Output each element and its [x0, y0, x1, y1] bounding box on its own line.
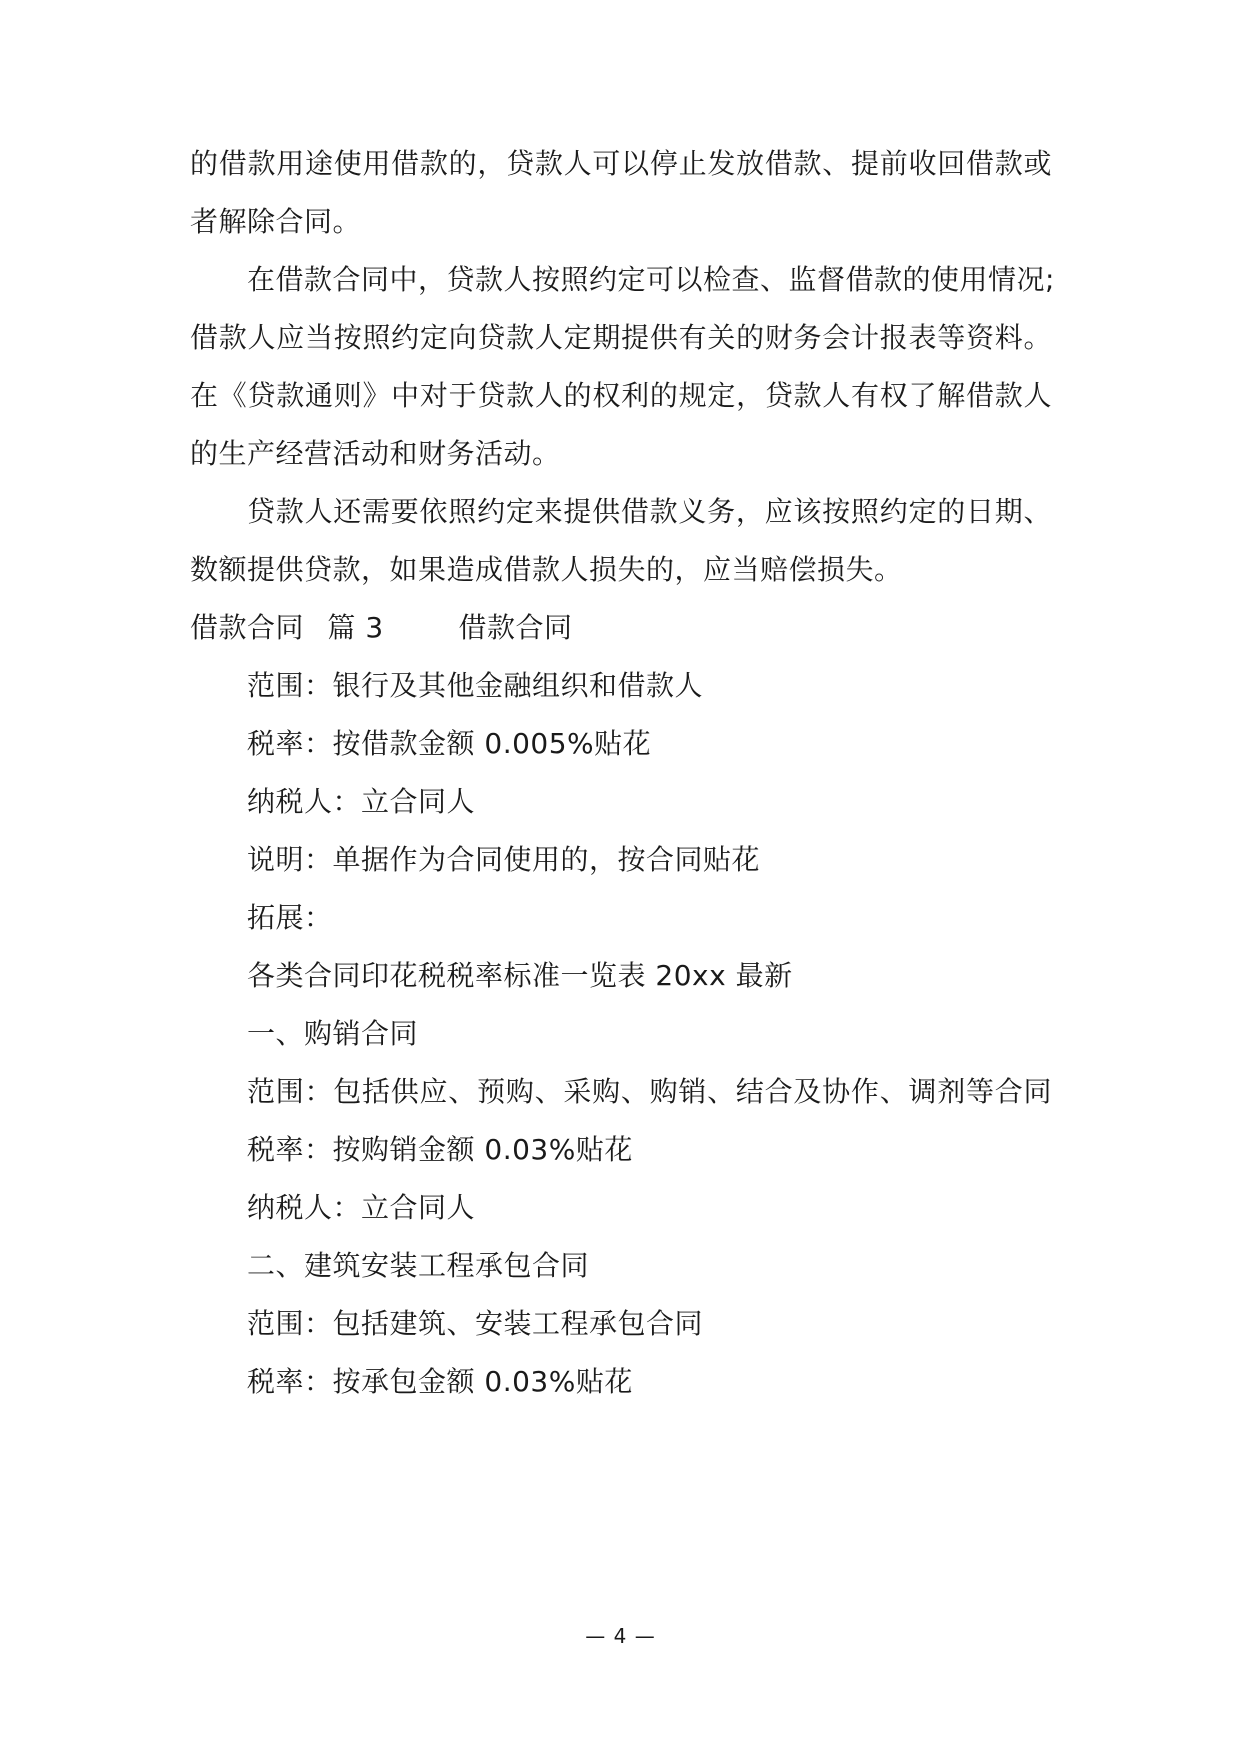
- paragraph-line: 贷款人还需要依照约定来提供借款义务，应该按照约定的日期、: [247, 495, 1052, 528]
- section-subtitle: 借款合同: [458, 611, 573, 644]
- item-line: 范围：包括供应、预购、采购、购销、结合及协作、调剂等合同: [247, 1075, 1052, 1108]
- item-line: 纳税人：立合同人: [247, 785, 476, 818]
- item-line: 各类合同印花税税率标准一览表 20xx 最新: [247, 959, 793, 992]
- paragraph-line: 在《贷款通则》中对于贷款人的权利的规定，贷款人有权了解借款人: [190, 379, 1052, 412]
- section-part: 篇 3: [327, 611, 384, 644]
- item-line: 税率：按购销金额 0.03%贴花: [247, 1133, 633, 1166]
- section-heading: [190, 608, 572, 648]
- item-line: 范围：银行及其他金融组织和借款人: [247, 669, 704, 702]
- item-line: 说明：单据作为合同使用的，按合同贴花: [247, 843, 761, 876]
- item-line: 范围：包括建筑、安装工程承包合同: [247, 1307, 704, 1340]
- item-line: 二、建筑安装工程承包合同: [247, 1249, 590, 1282]
- section-title: 借款合同: [190, 611, 305, 644]
- paragraph-line: 数额提供贷款，如果造成借款人损失的，应当赔偿损失。: [190, 553, 903, 586]
- paragraph-line: 者解除合同。: [190, 205, 362, 238]
- paragraph-line: 的生产经营活动和财务活动。: [190, 437, 561, 470]
- paragraph-line: 的借款用途使用借款的，贷款人可以停止发放借款、提前收回借款或: [190, 147, 1052, 180]
- paragraph-line: 在借款合同中，贷款人按照约定可以检查、监督借款的使用情况;: [247, 263, 1055, 296]
- paragraph-line: 借款人应当按照约定向贷款人定期提供有关的财务会计报表等资料。: [190, 321, 1052, 354]
- page-number: — 4 —: [585, 1624, 656, 1648]
- item-line: 一、购销合同: [247, 1017, 419, 1050]
- item-line: 纳税人：立合同人: [247, 1191, 476, 1224]
- item-line: 税率：按借款金额 0.005%贴花: [247, 727, 652, 760]
- item-line: 拓展：: [247, 901, 333, 934]
- item-line: 税率：按承包金额 0.03%贴花: [247, 1365, 633, 1398]
